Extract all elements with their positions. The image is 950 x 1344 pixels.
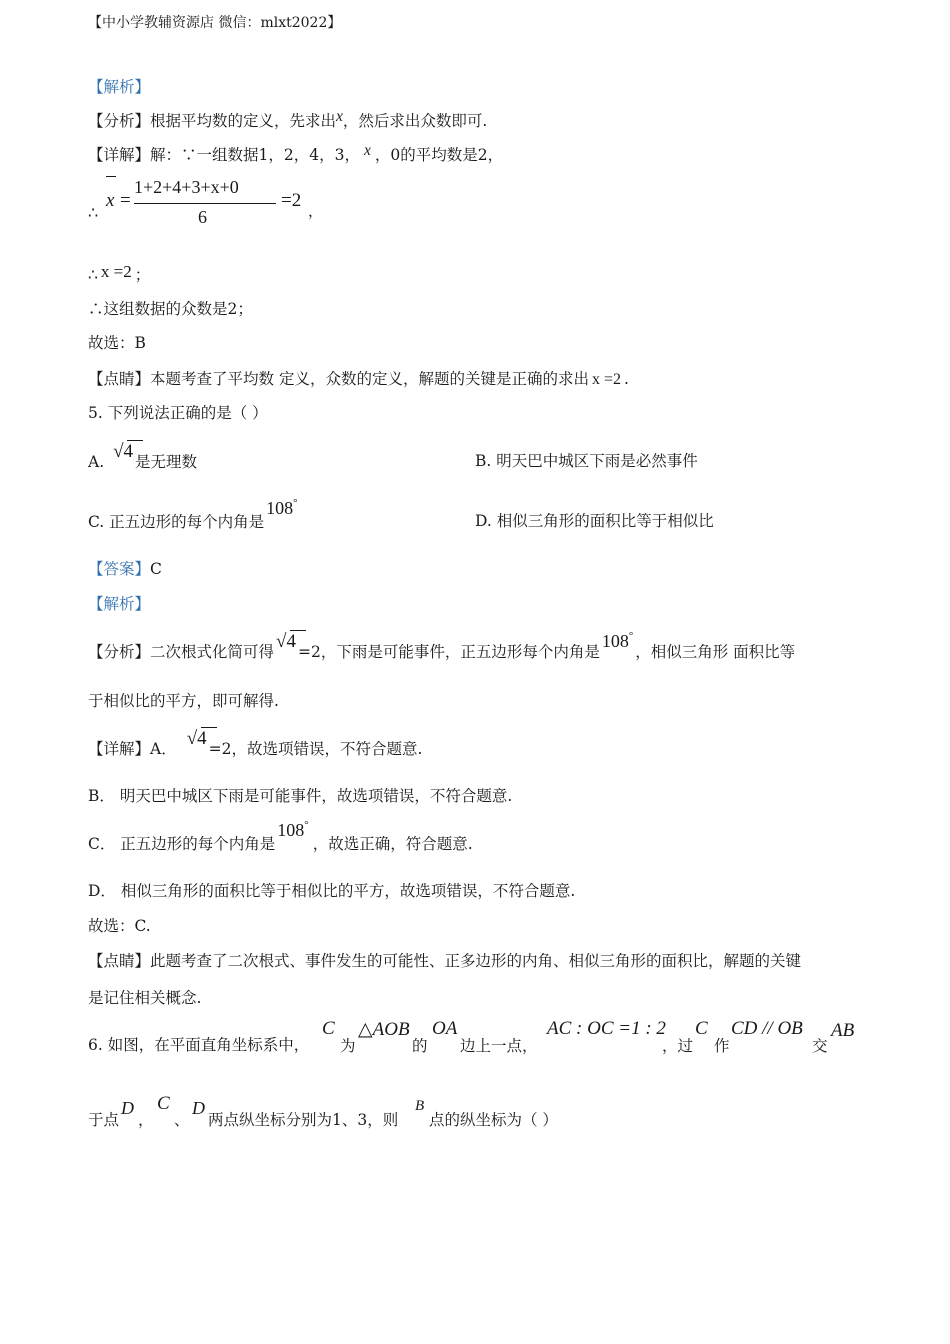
comma: ， <box>308 202 324 220</box>
point-c: C <box>695 1018 708 1039</box>
xiangjie-tag: 【详解】 <box>88 740 151 758</box>
q4-dianjing: 【点睛】本题考查了平均数 定义，众数的定义，解题的关键是正确的求出 x =2 . <box>88 370 629 388</box>
q5-fenxi: 【分析】二次根式化简可得 √ 4 =2，下雨是可能事件，正五边形每个内角是108°，相似三角形 面积比等 <box>88 630 796 661</box>
point-c: C <box>157 1093 170 1114</box>
q5-option-c: C. 正五边形的每个内角是108° <box>88 497 298 531</box>
q6-stem-start: 6. 如图，在平面直角坐标系中， <box>88 1036 310 1054</box>
fraction-bar <box>134 203 276 204</box>
fraction-denominator: 6 <box>198 207 207 227</box>
sqrt-expression: √ 4 <box>113 440 133 463</box>
xiangjie-tag: 【详解】 <box>88 146 151 164</box>
fenxi-tag: 【分析】 <box>88 112 151 130</box>
q5-xiangjie-b: B． 明天巴中城区下雨是可能事件，故选项错误，不符合题意. <box>88 787 513 805</box>
q4-fenxi: 【分析】根据平均数的定义，先求出x，然后求出众数即可. <box>88 108 488 130</box>
q5-xiangjie-c: C． 正五边形的每个内角是108°，故选正确，符合题意. <box>88 819 473 853</box>
q5-option-d: D. 相似三角形的面积比等于相似比 <box>475 512 714 530</box>
point-d: D <box>121 1098 134 1118</box>
triangle-aob: △AOB <box>358 1019 410 1040</box>
q5-dianjing: 【点睛】此题考查了二次根式、事件发生的可能性、正多边形的内角、相似三角形的面积比，解题的关键 <box>88 952 802 970</box>
segment-ab: AB <box>831 1020 855 1041</box>
answer-tag: 【答案】 <box>88 560 151 578</box>
var-x: x <box>363 142 371 159</box>
degree-value: 108° <box>277 819 309 840</box>
q5-choose: 故选：C. <box>88 917 151 935</box>
degree-value: 108° <box>601 630 634 651</box>
fraction-result: =2 <box>281 190 302 211</box>
q5-option-b: B. 明天巴中城区下雨是必然事件 <box>475 452 698 470</box>
sqrt-expression: √ 4 <box>187 727 207 750</box>
ratio-ac-oc: AC : OC =1 : 2 <box>547 1018 666 1039</box>
q4-choose: 故选：B <box>88 334 146 352</box>
point-c: C <box>322 1018 335 1039</box>
sqrt-expression: √ 4 <box>276 630 296 653</box>
q5-answer: 【答案】C <box>88 560 162 578</box>
degree-value: 108° <box>266 497 298 518</box>
q4-xiangjie: 【详解】解：∵一组数据1，2，4，3， x ，0的平均数是2， <box>88 142 504 164</box>
q5-dianjing-cont: 是记住相关概念. <box>88 989 202 1007</box>
q5-option-a: A. √ 4 是无理数 <box>88 441 198 471</box>
xbar: x <box>106 190 115 211</box>
point-b: B <box>415 1098 425 1114</box>
watermark-header: 【中小学教辅资源店 微信：mlxt2022】 <box>88 15 342 31</box>
segment-oa: OA <box>432 1018 458 1039</box>
q5-stem: 5. 下列说法正确的是（ ） <box>88 404 268 422</box>
jiexi-heading: 【解析】 <box>88 595 151 613</box>
point-d: D <box>192 1098 205 1118</box>
therefore-symbol: ∴ <box>88 203 99 222</box>
q5-xiangjie-a: 【详解】A． √ 4 =2，故选项错误，不符合题意. <box>88 728 423 758</box>
document-page: 【中小学教辅资源店 微信：mlxt2022】 【解析】 【分析】根据平均数的定义，先求出x，然后求出众数即可. 【详解】解：∵一组数据1，2，4，3， x ，0的平均数是2， ∴ x = 1+2+4+3+x+0 6 =2 ， ∴ x =2 ； ∴这组数据的众数是2； 故选：B 【点睛】本题考查了平均数 定义，众数的定义，解题的关键是正确的求出 x =2 . 5. 下列说法正确的是（ ） A. √ 4 是无理数 B. 明天巴中城区下雨是必然事件 C. 正五边形的每个内角是108° D. 相似三角形的面积比等于相似比 【答案】C 【解析】 【分析】二次根式化简可得 √ 4 =2，下雨是可能事件，正五边形每个内角是108°，相似三角形 面积比等 于相似比的平方，即可解得. 【详解】A． √ 4 =2，故选项错误，不符合题意. B． 明天巴中城区下雨是可能事件，故选项错误，不符合题意. C． 正五边形的每个内角是108°，故选正确，符合题意. D． 相似三角形的面积比等于相似比的平方，故选项错误，不符合题意. 故选：C. 【点睛】此题考查了二次根式、事件发生的可能性、正多边形的内角、相似三角形的面积比，解题的关键 是记住相关概念. 6. 如图，在平面直角坐标系中， C 为 △AOB 的 OA 边上一点， AC : OC =1 : 2 ，过 C 作 CD // OB 交 AB 于点 D ， C 、 D 两点纵坐标分别为1、3，则 B 点的纵坐标为（ ） <box>0 0 950 1344</box>
q4-x-value: ∴ x =2 ； <box>88 262 151 284</box>
dianjing-tag: 【点睛】 <box>88 952 151 970</box>
fraction-numerator: 1+2+4+3+x+0 <box>134 177 239 197</box>
q4-mode: ∴这组数据的众数是2； <box>88 300 253 318</box>
dianjing-tag: 【点睛】 <box>88 370 151 388</box>
q5-xiangjie-d: D． 相似三角形的面积比等于相似比的平方，故选项错误，不符合题意. <box>88 882 576 900</box>
var-x: x <box>336 108 343 125</box>
q5-fenxi-cont: 于相似比的平方，即可解得. <box>88 692 279 710</box>
fenxi-tag: 【分析】 <box>88 643 151 661</box>
xbar-overline <box>106 176 116 177</box>
jiexi-heading: 【解析】 <box>88 78 151 96</box>
equals: = <box>120 190 131 211</box>
cd-parallel-ob: CD // OB <box>731 1018 803 1039</box>
